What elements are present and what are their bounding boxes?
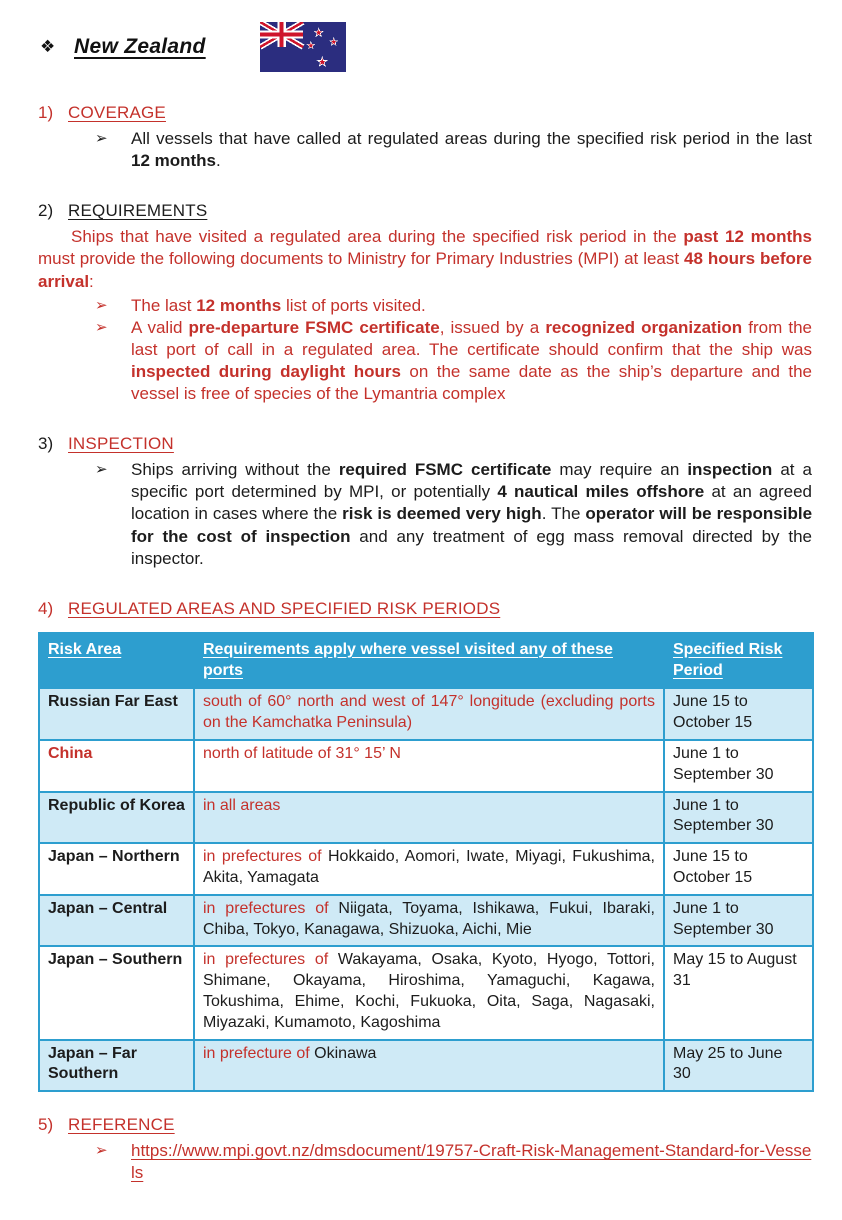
requirements-cell: in prefectures of Hokkaido, Aomori, Iwate, Miyagi, Fukushima, Akita, Yamagata: [194, 843, 664, 895]
arrow-bullet-icon: ➢: [95, 130, 108, 148]
requirements-cell: in prefectures of Wakayama, Osaka, Kyoto, Hyogo, Tottori, Shimane, Okayama, Hiroshima, Yamaguchi, Kagawa, Tokushima, Ehime, Kochi, Fukuoka, Oita, Saga, Nagasaki, Miyazaki, Kumamoto, Kagoshima: [194, 946, 664, 1039]
requirements-cell: in prefectures of Niigata, Toyama, Ishikawa, Fukui, Ibaraki, Chiba, Tokyo, Kanagawa, Shizuoka, Aichi, Mie: [194, 895, 664, 947]
requirements-paragraph: Ships that have visited a regulated area during the specified risk period in the past 12 months must provide the following documents to Ministry for Primary Industries (MPI) at least 48 hours before arrival:: [38, 227, 813, 291]
section-regulated-areas-heading: [38, 598, 812, 620]
risk-area-cell: Japan – Southern: [39, 946, 194, 1039]
section-number: 4): [38, 598, 54, 618]
header-risk-period: Specified Risk Period: [664, 633, 813, 689]
table-row: [39, 946, 813, 1039]
diamond-bullet-icon: ❖: [40, 36, 56, 56]
requirements-bullet-ports: [95, 295, 812, 317]
arrow-bullet-icon: ➢: [95, 461, 108, 479]
coverage-text: All vessels that have called at regulated areas during the specified risk period in the last 12 months.: [131, 129, 812, 171]
risk-area-cell: China: [39, 740, 194, 792]
section-title: INSPECTION: [68, 434, 174, 454]
requirements-cell: in prefecture of Okinawa: [194, 1040, 664, 1092]
reference-link[interactable]: https://www.mpi.govt.nz/dmsdocument/19757-Craft-Risk-Management-Standard-for-Vessels: [131, 1141, 812, 1183]
requirements-cell: north of latitude of 31° 15’ N: [194, 740, 664, 792]
arrow-bullet-icon: ➢: [95, 296, 108, 314]
section-coverage-heading: [38, 102, 812, 124]
risk-area-cell: Japan – Far Southern: [39, 1040, 194, 1092]
table-row: [39, 740, 813, 792]
requirements-bullet-certificate: [95, 317, 812, 405]
table-row: [39, 792, 813, 844]
risk-period-cell: May 15 to August 31: [664, 946, 813, 1039]
section-inspection: [38, 433, 812, 570]
inspection-bullet: [95, 459, 812, 569]
section-title: REFERENCE: [68, 1115, 175, 1135]
section-title: REQUIREMENTS: [68, 201, 208, 221]
inspection-text: Ships arriving without the required FSMC certificate may require an inspection at a specific port determined by MPI, or potentially 4 nautical miles offshore at an agreed location in cases where the risk is deemed very high. The operator will be responsible for the cost of inspection and any treatment of egg mass removal directed by the inspector.: [131, 460, 813, 568]
arrow-bullet-icon: ➢: [95, 1142, 108, 1160]
risk-period-cell: May 25 to June 30: [664, 1040, 813, 1092]
requirements-cell: south of 60° north and west of 147° longitude (excluding ports on the Kamchatka Peninsula): [194, 688, 664, 740]
risk-area-cell: Russian Far East: [39, 688, 194, 740]
reference-bullet: [95, 1140, 812, 1184]
header-risk-area: Risk Area: [39, 633, 194, 689]
table-row: [39, 688, 813, 740]
header-requirements: Requirements apply where vessel visited any of these ports: [194, 633, 664, 689]
coverage-bullet: [95, 128, 812, 172]
risk-area-cell: Japan – Central: [39, 895, 194, 947]
section-requirements-heading: [38, 200, 812, 222]
requirements-text-ports: The last 12 months list of ports visited.: [131, 295, 426, 315]
risk-period-cell: June 1 to September 30: [664, 792, 813, 844]
risk-period-cell: June 15 to October 15: [664, 688, 813, 740]
section-inspection-heading: [38, 433, 812, 455]
section-coverage: [38, 102, 812, 172]
section-number: 5): [38, 1115, 54, 1135]
table-header-row: [39, 633, 813, 689]
risk-area-cell: Japan – Northern: [39, 843, 194, 895]
risk-area-cell: Republic of Korea: [39, 792, 194, 844]
section-reference-heading: [38, 1114, 812, 1136]
table-row: [39, 895, 813, 947]
arrow-bullet-icon: ➢: [95, 318, 108, 336]
risk-table-body: [39, 688, 813, 1091]
new-zealand-flag-icon: [260, 22, 346, 72]
section-number: 2): [38, 201, 54, 221]
table-row: [39, 843, 813, 895]
risk-areas-table: [38, 632, 814, 1092]
section-number: 3): [38, 434, 54, 454]
section-title: COVERAGE: [68, 103, 166, 122]
section-regulated-areas: [38, 598, 812, 1092]
risk-period-cell: June 1 to September 30: [664, 895, 813, 947]
section-number: 1): [38, 103, 54, 122]
risk-period-cell: June 15 to October 15: [664, 843, 813, 895]
requirements-text-certificate: A valid pre-departure FSMC certificate, issued by a recognized organization from the last port of call in a regulated area. The certificate should confirm that the ship was inspected during daylight hours on the same date as the ship’s departure and the vessel is free of species of the Lymantria complex: [131, 317, 812, 404]
country-title: New Zealand: [74, 35, 206, 59]
requirements-cell: in all areas: [194, 792, 664, 844]
country-header: [40, 22, 812, 72]
risk-period-cell: June 1 to September 30: [664, 740, 813, 792]
table-row: [39, 1040, 813, 1092]
section-title: REGULATED AREAS AND SPECIFIED RISK PERIODS: [68, 598, 501, 618]
section-reference: [38, 1114, 812, 1184]
section-requirements: [38, 200, 812, 405]
